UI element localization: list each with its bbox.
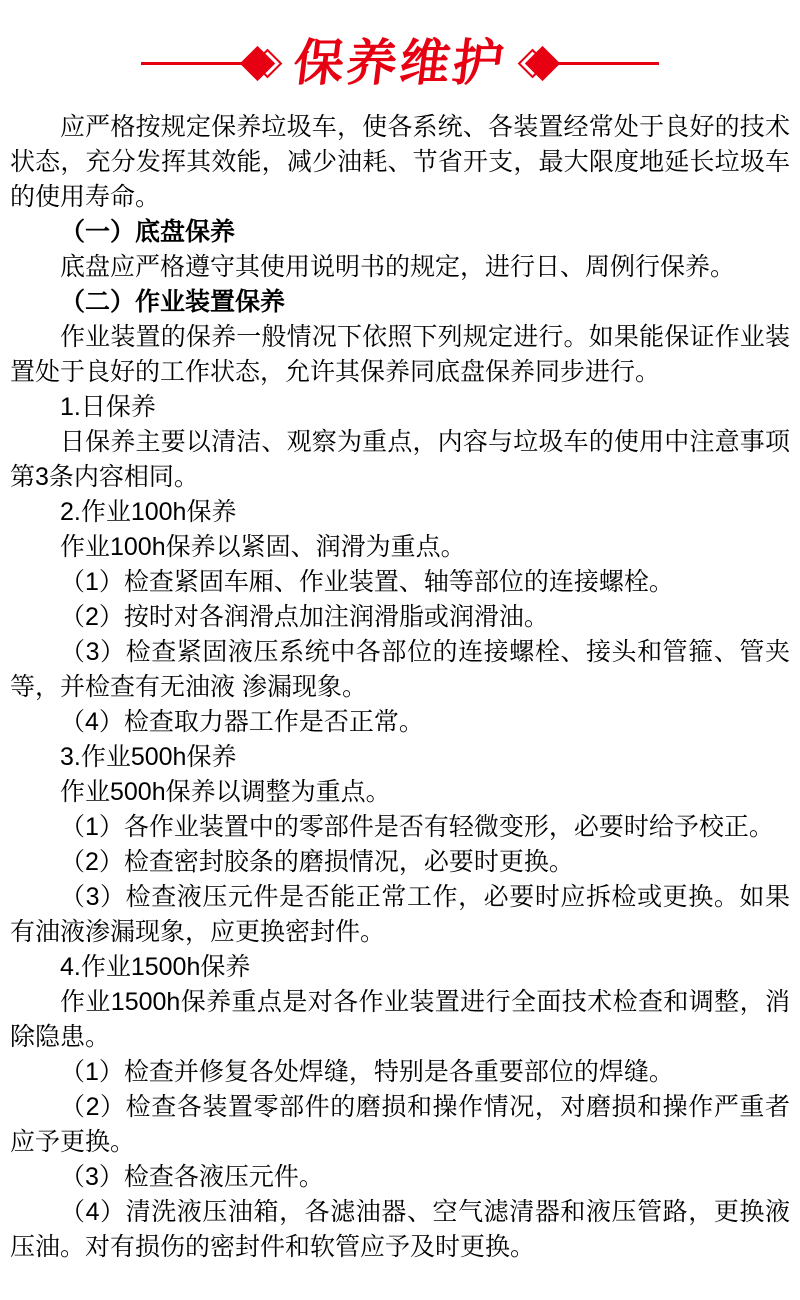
paragraph: 2.作业100h保养 — [60, 498, 237, 526]
paragraph: （1）检查紧固车厢、作业装置、轴等部位的连接螺栓。 — [60, 568, 674, 596]
paragraph: 1.日保养 — [60, 393, 156, 421]
title-decoration-right — [522, 51, 555, 76]
paragraph: 4.作业1500h保养 — [60, 953, 251, 981]
page-title: 保养维护 — [290, 35, 510, 91]
paragraph: 作业100h保养以紧固、润滑为重点。 — [60, 533, 466, 561]
title-decoration-left — [245, 51, 278, 76]
paragraph: 应严格按规定保养垃圾车，使各系统、各装置经常处于良好的技术状态，充分发挥其效能，减少油耗、节省开支，最大限度地延长垃圾车的使用寿命。 — [10, 113, 790, 211]
paragraph: （4）检查取力器工作是否正常。 — [60, 708, 424, 736]
paragraph: （1）检查并修复各处焊缝，特别是各重要部位的焊缝。 — [60, 1058, 674, 1086]
document-body — [0, 92, 800, 1265]
paragraph: 作业500h保养以调整为重点。 — [60, 778, 391, 806]
paragraph: （2）检查各装置零部件的磨损和操作情况，对磨损和操作严重者应予更换。 — [10, 1093, 790, 1156]
paragraph: （1）各作业装置中的零部件是否有轻微变形，必要时给予校正。 — [60, 813, 774, 841]
paragraph: （2）检查密封胶条的磨损情况，必要时更换。 — [60, 848, 574, 876]
title-rule-right — [555, 62, 659, 65]
paragraph: （2）按时对各润滑点加注润滑脂或润滑油。 — [60, 603, 549, 631]
paragraph: （4）清洗液压油箱，各滤油器、空气滤清器和液压管路，更换液压油。对有损伤的密封件和软管应予及时更换。 — [10, 1198, 790, 1261]
paragraph: 底盘应严格遵守其使用说明书的规定，进行日、周例行保养。 — [60, 253, 736, 281]
paragraph: 3.作业500h保养 — [60, 743, 237, 771]
paragraph: 日保养主要以清洁、观察为重点，内容与垃圾车的使用中注意事项第3条内容相同。 — [10, 428, 790, 491]
section-heading: （二）作业装置保养 — [60, 288, 286, 316]
title-banner — [0, 0, 800, 92]
paragraph: 作业1500h保养重点是对各作业装置进行全面技术检查和调整，消除隐患。 — [10, 988, 790, 1051]
title-rule-left — [141, 62, 245, 65]
paragraph: （3）检查紧固液压系统中各部位的连接螺栓、接头和管箍、管夹等，并检查有无油液 渗漏现象。 — [10, 638, 790, 701]
paragraph: （3）检查液压元件是否能正常工作，必要时应拆检或更换。如果有油液渗漏现象，应更换密封件。 — [10, 883, 790, 946]
paragraph: （3）检查各液压元件。 — [60, 1163, 324, 1191]
section-heading: （一）底盘保养 — [60, 218, 236, 246]
paragraph: 作业装置的保养一般情况下依照下列规定进行。如果能保证作业装置处于良好的工作状态，允许其保养同底盘保养同步进行。 — [10, 323, 790, 386]
